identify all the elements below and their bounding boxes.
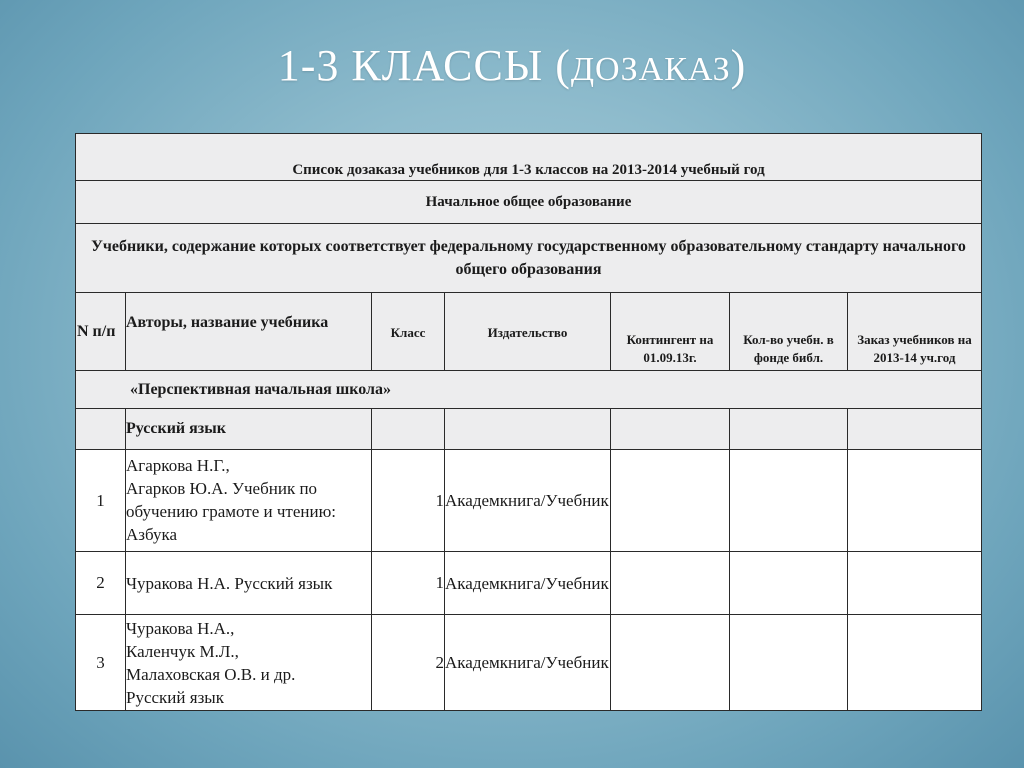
row-library [730,615,848,711]
row-publisher: Академкнига/Учебник [445,615,611,711]
table-caption: Список дозаказа учебников для 1-3 классов на 2013-2014 учебный год [76,134,982,181]
col-header-num: N п/п [76,293,126,371]
row-library [730,450,848,552]
textbook-order-table [75,133,982,711]
row-num: 3 [76,615,126,711]
standard-note: Учебники, содержание которых соответствует федеральному государственному образовательному стандарту начального общего образования [76,224,982,293]
subject-name: Русский язык [126,409,372,450]
table-row [76,615,982,711]
row-order [848,450,982,552]
subject-row-grade [372,409,445,450]
row-contingent [611,615,730,711]
col-header-publisher: Издательство [445,293,611,371]
col-header-library: Кол-во учебн. в фонде библ. [730,293,848,371]
slide-title-main: 1-3 КЛАССЫ ( [277,41,571,90]
col-header-grade: Класс [372,293,445,371]
row-authors: Чуракова Н.А., Каленчук М.Л., Малаховская О.В. и др. Русский язык [126,615,372,711]
col-header-order: Заказ учебников на 2013-14 уч.год [848,293,982,371]
table-row [76,450,982,552]
row-contingent [611,450,730,552]
subject-row-contingent [611,409,730,450]
education-level: Начальное общее образование [76,181,982,224]
row-num: 2 [76,552,126,615]
row-grade: 1 [372,552,445,615]
row-authors: Чуракова Н.А. Русский язык [126,552,372,615]
row-library [730,552,848,615]
table-row [76,552,982,615]
subject-row-publisher [445,409,611,450]
row-publisher: Академкнига/Учебник [445,552,611,615]
row-grade: 1 [372,450,445,552]
subject-row-order [848,409,982,450]
row-order [848,552,982,615]
row-contingent [611,552,730,615]
program-name: «Перспективная начальная школа» [76,371,982,409]
row-grade: 2 [372,615,445,711]
slide-title [0,40,1024,91]
row-publisher: Академкнига/Учебник [445,450,611,552]
col-header-contingent: Контингент на 01.09.13г. [611,293,730,371]
slide-title-end: ) [730,41,747,90]
subject-row-num [76,409,126,450]
row-num: 1 [76,450,126,552]
row-order [848,615,982,711]
subject-row-library [730,409,848,450]
col-header-authors: Авторы, название учебника [126,293,372,371]
row-authors: Агаркова Н.Г., Агарков Ю.А. Учебник по обучению грамоте и чтению: Азбука [126,450,372,552]
slide-title-small: ДОЗАКАЗ [570,51,731,88]
